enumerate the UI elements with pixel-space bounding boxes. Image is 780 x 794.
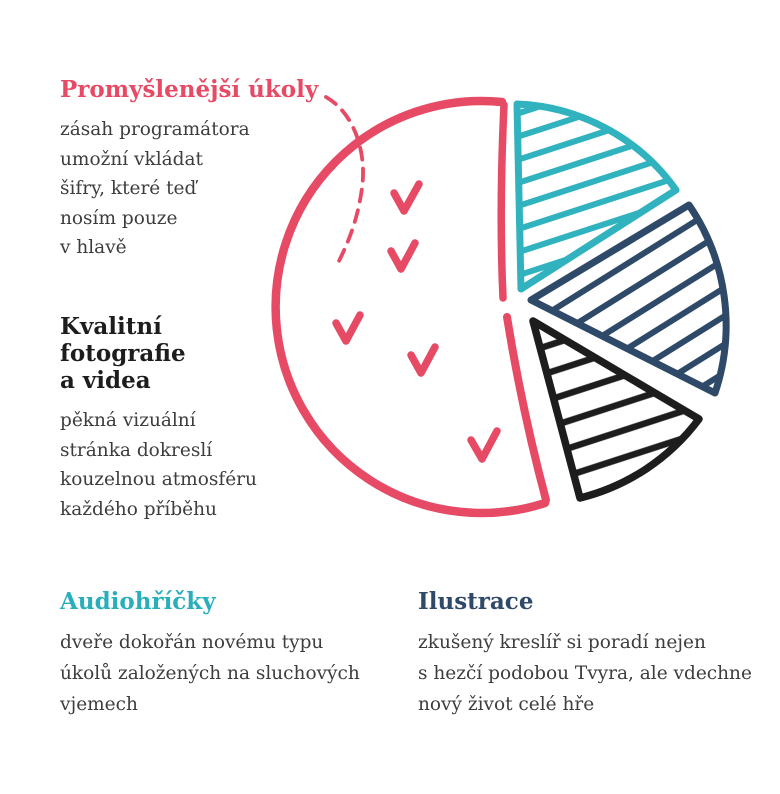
body-line: vjemech <box>60 694 138 715</box>
section-body-ilustrace <box>418 627 752 720</box>
section-promyslenejsi-ukoly <box>60 76 318 263</box>
body-line: pěkná vizuální <box>60 410 196 431</box>
body-line: nosím pouze <box>60 207 178 229</box>
checkmarks <box>336 184 497 459</box>
section-title-ilustrace: Ilustrace <box>418 588 534 615</box>
dashed-connector <box>326 97 363 267</box>
body-line: úkolů založených na sluchových <box>60 663 360 684</box>
section-body-audiohricky <box>60 627 360 720</box>
body-line: stránka dokreslí <box>60 439 213 461</box>
body-line: v hlavě <box>60 237 127 258</box>
body-line: zkušený kreslíř si poradí nejen <box>418 632 706 653</box>
body-line: každého příběhu <box>60 498 217 520</box>
section-body-promyslenejsi-ukoly <box>60 115 318 263</box>
section-title-kvalitni-fotografie <box>60 313 257 394</box>
section-kvalitni-fotografie <box>60 313 257 524</box>
body-line: s hezčí podobou Tvyra, ale vdechne <box>418 663 752 684</box>
body-line: zásah programátora <box>60 119 250 140</box>
body-line: dveře dokořán novému typu <box>60 632 324 653</box>
body-line: nový život celé hře <box>418 694 595 715</box>
body-line: kouzelnou atmosféru <box>60 469 257 490</box>
body-line: umožní vkládat <box>60 148 203 170</box>
section-title-audiohricky: Audiohříčky <box>60 588 216 615</box>
section-title-promyslenejsi-ukoly: Promyšlenější úkoly <box>60 76 319 103</box>
section-body-kvalitni-fotografie <box>60 406 257 524</box>
title-line: Kvalitní <box>60 313 162 340</box>
title-line: a videa <box>60 367 151 394</box>
section-audiohricky <box>60 588 360 720</box>
title-line: fotografie <box>60 340 186 367</box>
body-line: šifry, které teď <box>60 178 197 199</box>
section-ilustrace <box>418 588 752 720</box>
